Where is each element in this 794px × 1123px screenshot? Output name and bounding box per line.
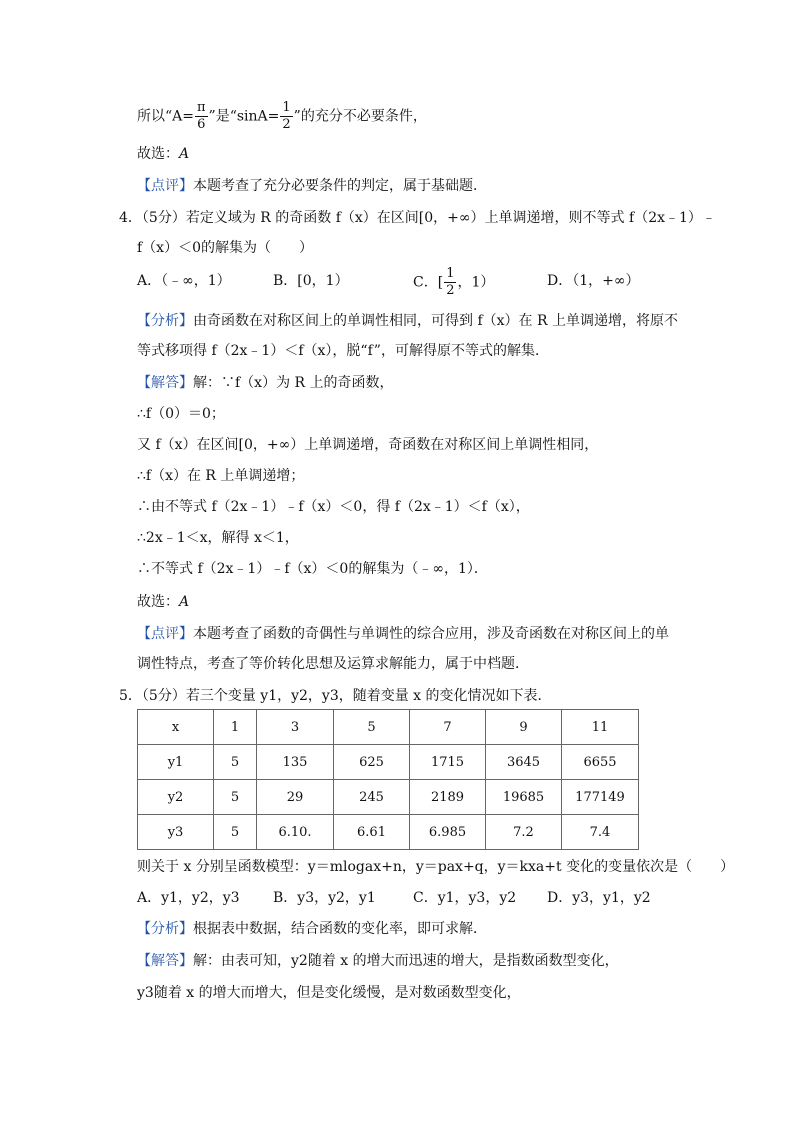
answer-q5-line2: y3随着 x 的增大而增大，但是变化缓慢，是对数函数型变化， — [137, 985, 521, 1001]
analysis-q4-line1: 【分析】由奇函数在对称区间上的单调性相同，可得到 f（x）在 R 上单调递增，将原不 — [137, 313, 678, 329]
table-cell: 5 — [334, 710, 410, 745]
comment-q4-line2: 调性特点，考查了等价转化思想及运算求解能力，属于中档题． — [137, 656, 529, 672]
table-cell: 7.4 — [562, 815, 639, 850]
table-cell: 3 — [257, 710, 334, 745]
answer-q4-line7: ∴不等式 f（2x﹣1）﹣f（x）＜0的解集为（﹣∞，1）． — [137, 561, 488, 577]
option-a: A．y1，y2，y3 — [137, 890, 240, 906]
question-4-stem-line1: 4．（5分）若定义域为 R 的奇函数 f（x）在区间[0，+∞）上单调递增，则不等式 f（2x﹣1）﹣ — [119, 210, 716, 226]
question-number: 4． — [119, 210, 142, 226]
table-header-row — [138, 710, 639, 745]
answer-q4-line2: ∴f（0）＝0； — [137, 406, 225, 422]
table-cell: 19685 — [486, 780, 562, 815]
choose-line-q4: 故选：A — [137, 594, 190, 610]
table-cell: 6.10. — [257, 815, 334, 850]
comment-tag: 【点评】 — [137, 626, 193, 642]
one-half-fraction: $\frac{1}{2}$ — [446, 266, 455, 298]
answer-q4-line3: 又 f（x）在区间[0，+∞）上单调递增，奇函数在对称区间上单调性相同， — [137, 437, 599, 453]
table-cell: 5 — [214, 745, 257, 780]
question-number: 5． — [119, 688, 142, 704]
table-row — [138, 745, 639, 780]
table-cell: 625 — [334, 745, 410, 780]
table-cell: 3645 — [486, 745, 562, 780]
option-a: A．（﹣∞，1） — [137, 273, 231, 289]
question-5-options — [137, 888, 657, 910]
table-cell: 11 — [562, 710, 639, 745]
table-cell: y2 — [138, 780, 214, 815]
table-cell: 1715 — [410, 745, 486, 780]
question-4-options — [137, 266, 657, 296]
answer-q4-line1: 【解答】解：∵f（x）为 R 上的奇函数， — [137, 375, 394, 391]
table-cell: 177149 — [562, 780, 639, 815]
table-cell: 29 — [257, 780, 334, 815]
analysis-tag: 【分析】 — [137, 313, 193, 329]
table-cell: 1 — [214, 710, 257, 745]
conclusion-line — [137, 100, 427, 133]
table-cell: 2189 — [410, 780, 486, 815]
analysis-q5: 【分析】根据表中数据，结合函数的变化率，即可求解． — [137, 921, 487, 937]
answer-q4-line5: ∴由不等式 f（2x﹣1）﹣f（x）＜0，得 f（2x﹣1）＜f（x）， — [137, 499, 530, 515]
answer-q5-line1: 【解答】解：由表可知，y2随着 x 的增大而迅速的增大，是指数函数型变化， — [137, 953, 619, 969]
table-cell: 7 — [410, 710, 486, 745]
option-c: C．[ $\frac{1}{2}$ ，1） — [413, 266, 495, 298]
conclusion-text-b: ”是“sinA= — [208, 108, 280, 125]
table-row — [138, 780, 639, 815]
option-d: D．（1，+∞） — [547, 273, 640, 289]
table-cell: 135 — [257, 745, 334, 780]
question-5-stem: 5．（5分）若三个变量 y1，y2，y3，随着变量 x 的变化情况如下表． — [119, 688, 552, 704]
option-b: B．[0，1） — [273, 273, 349, 289]
table-cell: 5 — [214, 780, 257, 815]
table-cell: 6655 — [562, 745, 639, 780]
table-cell: 7.2 — [486, 815, 562, 850]
table-cell: y3 — [138, 815, 214, 850]
table-cell: x — [138, 710, 214, 745]
conclusion-text-c: ”的充分不必要条件， — [293, 108, 427, 125]
analysis-tag: 【分析】 — [137, 921, 193, 937]
answer-tag: 【解答】 — [137, 375, 193, 391]
answer-q4-line6: ∴2x﹣1＜x，解得 x＜1， — [137, 530, 299, 546]
table-cell: 9 — [486, 710, 562, 745]
table-cell: 6.985 — [410, 815, 486, 850]
option-b: B．y3，y2，y1 — [273, 890, 376, 906]
table-cell: 5 — [214, 815, 257, 850]
one-half-fraction: $\frac{1}{2}$ — [282, 100, 291, 132]
analysis-q4-line2: 等式移项得 f（2x﹣1）＜f（x），脱“f”，可解得原不等式的解集． — [137, 343, 549, 359]
option-d: D．y3，y1，y2 — [547, 890, 651, 906]
answer-q4-line4: ∴f（x）在 R 上单调递增； — [137, 468, 305, 484]
conclusion-text-a: 所以“A= — [137, 108, 194, 125]
comment-q3: 【点评】本题考查了充分必要条件的判定，属于基础题． — [137, 178, 487, 194]
table-row — [138, 815, 639, 850]
choose-line-q3: 故选：A — [137, 146, 190, 162]
data-table — [137, 709, 639, 850]
answer-tag: 【解答】 — [137, 953, 193, 969]
question-5-prompt: 则关于 x 分别呈函数模型：y＝mlogax+n，y＝pax+q，y＝kxa+t 变化的变量依次是（ ） — [137, 859, 735, 875]
comment-tag: 【点评】 — [137, 178, 193, 194]
option-c: C．y1，y3，y2 — [413, 890, 517, 906]
table-cell: 6.61 — [334, 815, 410, 850]
table-cell: y1 — [138, 745, 214, 780]
pi-over-6-fraction: $\frac{\pi}{6}$ — [197, 100, 206, 132]
comment-q4-line1: 【点评】本题考查了函数的奇偶性与单调性的综合应用，涉及奇函数在对称区间上的单 — [137, 626, 669, 642]
table-cell: 245 — [334, 780, 410, 815]
question-4-stem-line2: f（x）＜0的解集为（ ） — [137, 240, 313, 256]
